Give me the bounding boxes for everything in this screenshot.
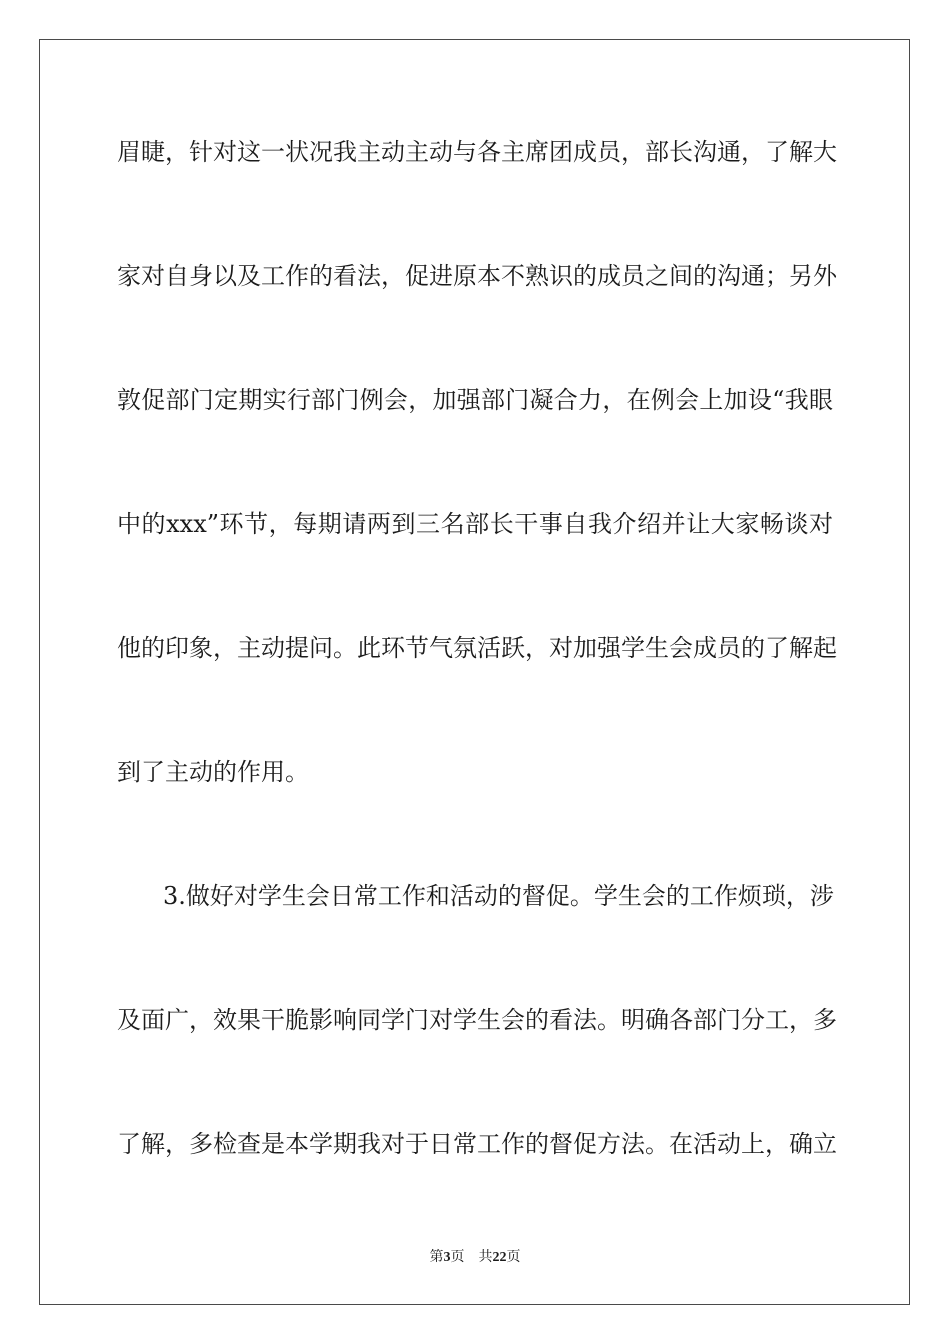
body-line-9: 了解，多检查是本学期我对于日常工作的督促方法。在活动上，确立: [117, 1130, 837, 1158]
footer-total-unit: 页: [506, 1249, 521, 1265]
page-border: [39, 39, 910, 1305]
footer-page-number: 3: [443, 1250, 451, 1265]
footer-page-unit: 页: [450, 1249, 465, 1265]
body-line-2: 家对自身以及工作的看法，促进原本不熟识的成员之间的沟通；另外: [117, 262, 837, 290]
footer-total-pages: 22: [492, 1250, 507, 1265]
body-line-8: 及面广，效果干脆影响同学门对学生会的看法。明确各部门分工，多: [117, 1006, 837, 1034]
body-line-6: 到了主动的作用。: [117, 758, 309, 786]
body-line-3: 敦促部门定期实行部门例会，加强部门凝合力，在例会上加设“我眼: [117, 386, 833, 414]
footer-page-prefix: 第: [429, 1249, 444, 1265]
footer-total-prefix: 共: [478, 1249, 493, 1265]
page-footer: [0, 1248, 950, 1267]
body-line-7: 3.做好对学生会日常工作和活动的督促。学生会的工作烦琐，涉: [163, 882, 834, 910]
body-line-1: 眉睫，针对这一状况我主动主动与各主席团成员，部长沟通，了解大: [117, 138, 837, 166]
body-line-5: 他的印象，主动提问。此环节气氛活跃，对加强学生会成员的了解起: [117, 634, 837, 662]
body-line-4: 中的xxx”环节，每期请两到三名部长干事自我介绍并让大家畅谈对: [117, 510, 833, 538]
